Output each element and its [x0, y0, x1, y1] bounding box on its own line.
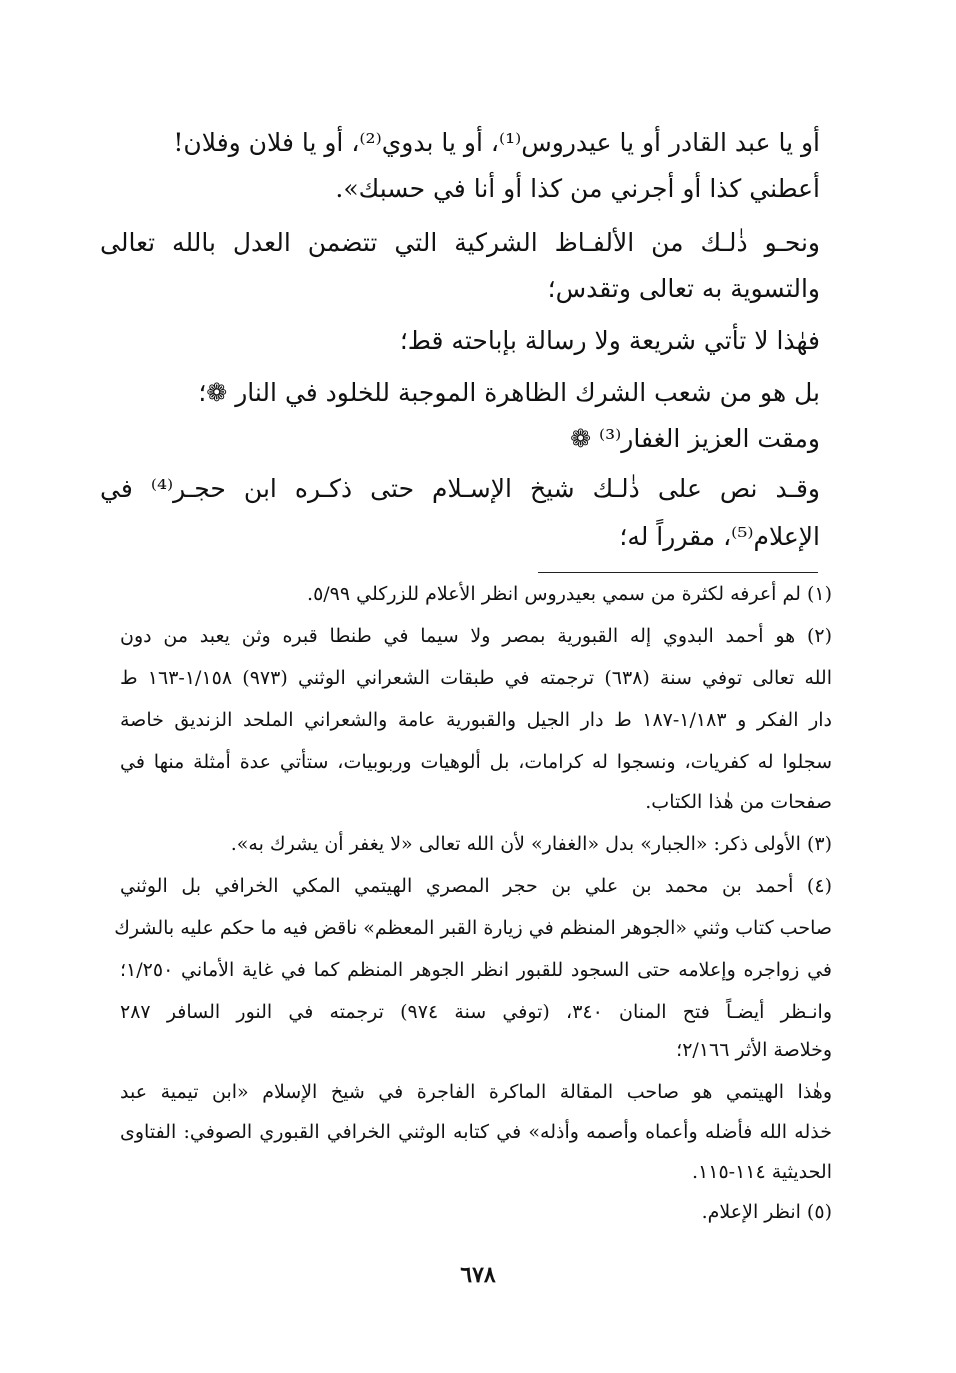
main-text-line-4: والتسوية به تعالى وتقدس؛ [547, 274, 820, 303]
main-text-line-5: فهٰذا لا تأتي شريعة ولا رسالة بإباحته قط؛ [399, 326, 820, 355]
footnote-line-6: صفحات من هٰذا الكتاب. [645, 791, 832, 813]
footnote-line-3: الله تعالى توفي سنة (٦٣٨) ترجمته في طبقات الشعراني الوثني (٩٧٣) ١/١٥٨-١٦٣ ط [120, 667, 832, 689]
footnote-line-9: صاحب كتاب وثني «الجوهر المنظم في زيارة القبر المعظم» ناقض فيه ما حكم عليه بالشرك [114, 917, 832, 939]
page-number: ٦٧٨ [460, 1262, 496, 1288]
main-text-line-3: ونحـو ذٰلـك من الألفـاظ الشركية التي تتضمن العدل بالله تعالى [100, 228, 820, 257]
footnote-line-2: (٢) هو أحمد البدوي إله القبورية بمصر ولا سيما في طنطا قبره وثن يعبد من دون [120, 625, 832, 647]
main-text-line-9: الإعلام⁽⁵⁾، مقرراً له؛ [619, 522, 820, 551]
footnote-line-14: خذله الله فأضله وأعماه وأصمه وأذله» في كتابه الوثني الخرافي القبوري الصوفي: الفتاوى [120, 1121, 832, 1143]
main-text-line-7: ومقت العزيز الغفار⁽³⁾ ❁ [570, 424, 820, 453]
main-text-line-8: وقـد نص على ذٰلـك شيخ الإسـلام حتى ذكـره ابن حجـر⁽⁴⁾ في [100, 474, 821, 503]
main-text-line-6: بل هو من شعب الشرك الظاهرة الموجبة للخلود في النار ❁؛ [198, 378, 820, 407]
main-text-line-1: أو يا عبد القادر أو يا عيدروس⁽¹⁾، أو يا بدوي⁽²⁾، أو يا فلان وفلان! [173, 128, 820, 157]
footnote-line-16: (٥) انظر الإعلام. [701, 1201, 832, 1223]
footnote-line-11: وانـظر أيضـاً فتح المنان ٣٤٠، (توفي سنة ٩٧٤) ترجمته في النور السافر ٢٨٧ [120, 1001, 832, 1023]
footnote-line-7: (٣) الأولى ذكر: «الجبار» بدل «الغفار» لأن الله تعالى «لا يغفر أن يشرك به». [230, 833, 832, 855]
footnote-line-10: في زواجره وإعلامه حتى السجود للقبور انظر الجوهر المنظم كما في غاية الأماني ١/٢٥٠؛ [120, 959, 832, 981]
footnote-line-12: وخلاصة الأثر ٢/١٦٦؛ [676, 1039, 832, 1061]
main-text-line-2: أعطني كذا أو أجرني من كذا أو أنا في حسبك». [335, 174, 820, 203]
footnote-line-1: (١) لم أعرفه لكثرة من سمي بعيدروس انظر الأعلام للزركلي ٥/٩٩. [307, 583, 832, 605]
footnote-line-5: سجلوا له كفريات، ونسجوا له كرامات، بل ألوهيات وربوبيات، ستأتي عدة أمثلة منها في [120, 751, 832, 773]
footnote-line-4: دار الفكر و ١/١٨٣-١٨٧ ط دار الجيل والقبورية عامة والشعراني الملحد الزنديق خاصة [120, 709, 832, 731]
footnote-line-15: الحديثية ١١٤-١١٥. [691, 1161, 832, 1183]
footnote-divider [538, 572, 818, 573]
footnote-line-8: (٤) أحمد بن محمد بن علي بن حجر المصري الهيتمي المكي الخرافي بل الوثني [120, 875, 832, 897]
footnote-line-13: وهٰذا الهيتمي هو صاحب المقالة الماكرة الفاجرة في شيخ الإسلام «ابن تيمية عبد [120, 1081, 832, 1103]
